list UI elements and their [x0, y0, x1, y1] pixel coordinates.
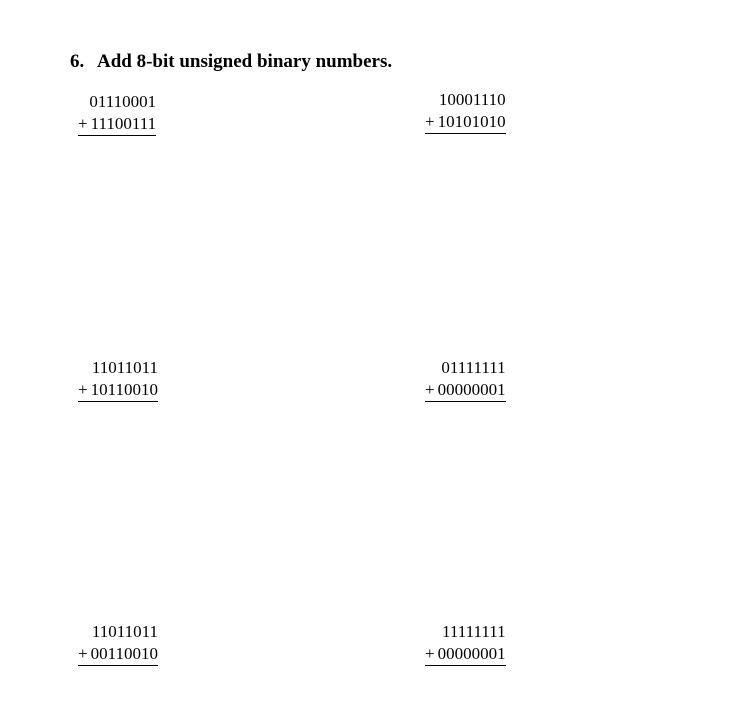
plus-sign: +	[78, 114, 88, 133]
addition-problem-4	[425, 357, 506, 402]
bottom-operand-row	[425, 643, 506, 666]
bottom-operand: 10101010	[437, 112, 506, 131]
addition-problem-5	[78, 621, 158, 666]
top-operand: 10001110	[438, 90, 506, 109]
bottom-operand: 00110010	[90, 644, 158, 663]
question-title: Add 8-bit unsigned binary numbers.	[97, 51, 393, 72]
bottom-operand: 10110010	[90, 380, 158, 399]
bottom-operand-row	[78, 643, 158, 666]
plus-sign: +	[425, 112, 435, 131]
top-operand: 11011011	[91, 622, 158, 641]
addition-problem-6	[425, 621, 506, 666]
top-operand: 01111111	[441, 358, 506, 377]
bottom-operand-row	[425, 379, 506, 402]
plus-sign: +	[425, 644, 435, 663]
plus-sign: +	[425, 380, 435, 399]
addition-problem-3	[78, 357, 158, 402]
top-operand: 11011011	[91, 358, 158, 377]
bottom-operand: 00000001	[437, 644, 506, 663]
bottom-operand-row	[78, 113, 156, 136]
question-number: 6.	[70, 51, 85, 72]
addition-problem-2	[425, 89, 506, 134]
question-heading	[70, 51, 392, 73]
bottom-operand-row	[78, 379, 158, 402]
bottom-operand-row	[425, 111, 506, 134]
plus-sign: +	[78, 380, 88, 399]
top-operand: 01110001	[89, 92, 157, 111]
bottom-operand: 00000001	[437, 380, 506, 399]
top-operand: 11111111	[442, 622, 506, 641]
plus-sign: +	[78, 644, 88, 663]
addition-problem-1	[78, 91, 156, 136]
bottom-operand: 11100111	[90, 114, 157, 133]
